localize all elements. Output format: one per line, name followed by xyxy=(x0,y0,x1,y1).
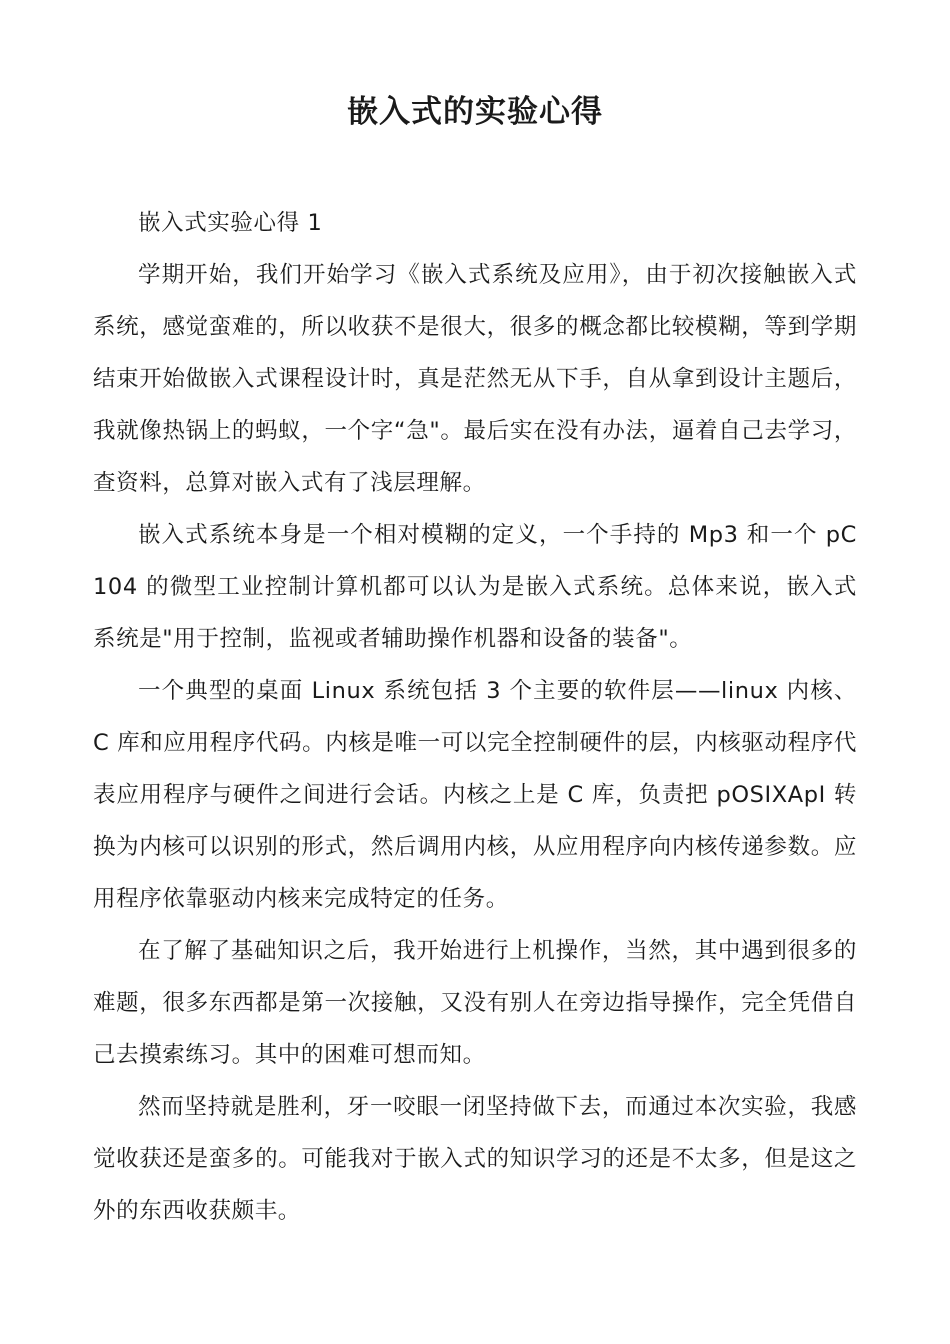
paragraph: 一个典型的桌面 Linux 系统包括 3 个主要的软件层——linux 内核、C 库和应用程序代码。内核是唯一可以完全控制硬件的层，内核驱动程序代表应用程序与硬件之间进行会话。内核之上是 C 库，负责把 pOSIXApI 转换为内核可以识别的形式，然后调用内核，从应用程序向内核传递参数。应用程序依靠驱动内核来完成特定的任务。 xyxy=(93,678,857,912)
paragraph: 然而坚持就是胜利，牙一咬眼一闭坚持做下去，而通过本次实验，我感觉收获还是蛮多的。可能我对于嵌入式的知识学习的还是不太多，但是这之外的东西收获颇丰。 xyxy=(93,1094,857,1224)
paragraph: 学期开始，我们开始学习《嵌入式系统及应用》，由于初次接触嵌入式系统，感觉蛮难的，所以收获不是很大，很多的概念都比较模糊，等到学期结束开始做嵌入式课程设计时，真是茫然无从下手，自从拿到设计主题后，我就像热锅上的蚂蚁，一个字“急"。最后实在没有办法，逼着自己去学习，查资料，总算对嵌入式有了浅层理解。 xyxy=(93,262,857,496)
document-title: 嵌入式的实验心得 xyxy=(347,94,603,130)
paragraph: 嵌入式系统本身是一个相对模糊的定义，一个手持的 Mp3 和一个 pC104 的微型工业控制计算机都可以认为是嵌入式系统。总体来说，嵌入式系统是"用于控制，监视或者辅助操作机器和设备的装备"。 xyxy=(93,522,857,652)
paragraph: 在了解了基础知识之后，我开始进行上机操作，当然，其中遇到很多的难题，很多东西都是第一次接触，又没有别人在旁边指导操作，完全凭借自己去摸索练习。其中的困难可想而知。 xyxy=(93,938,857,1068)
document-body xyxy=(93,197,857,1237)
section-heading: 嵌入式实验心得 1 xyxy=(138,210,323,236)
